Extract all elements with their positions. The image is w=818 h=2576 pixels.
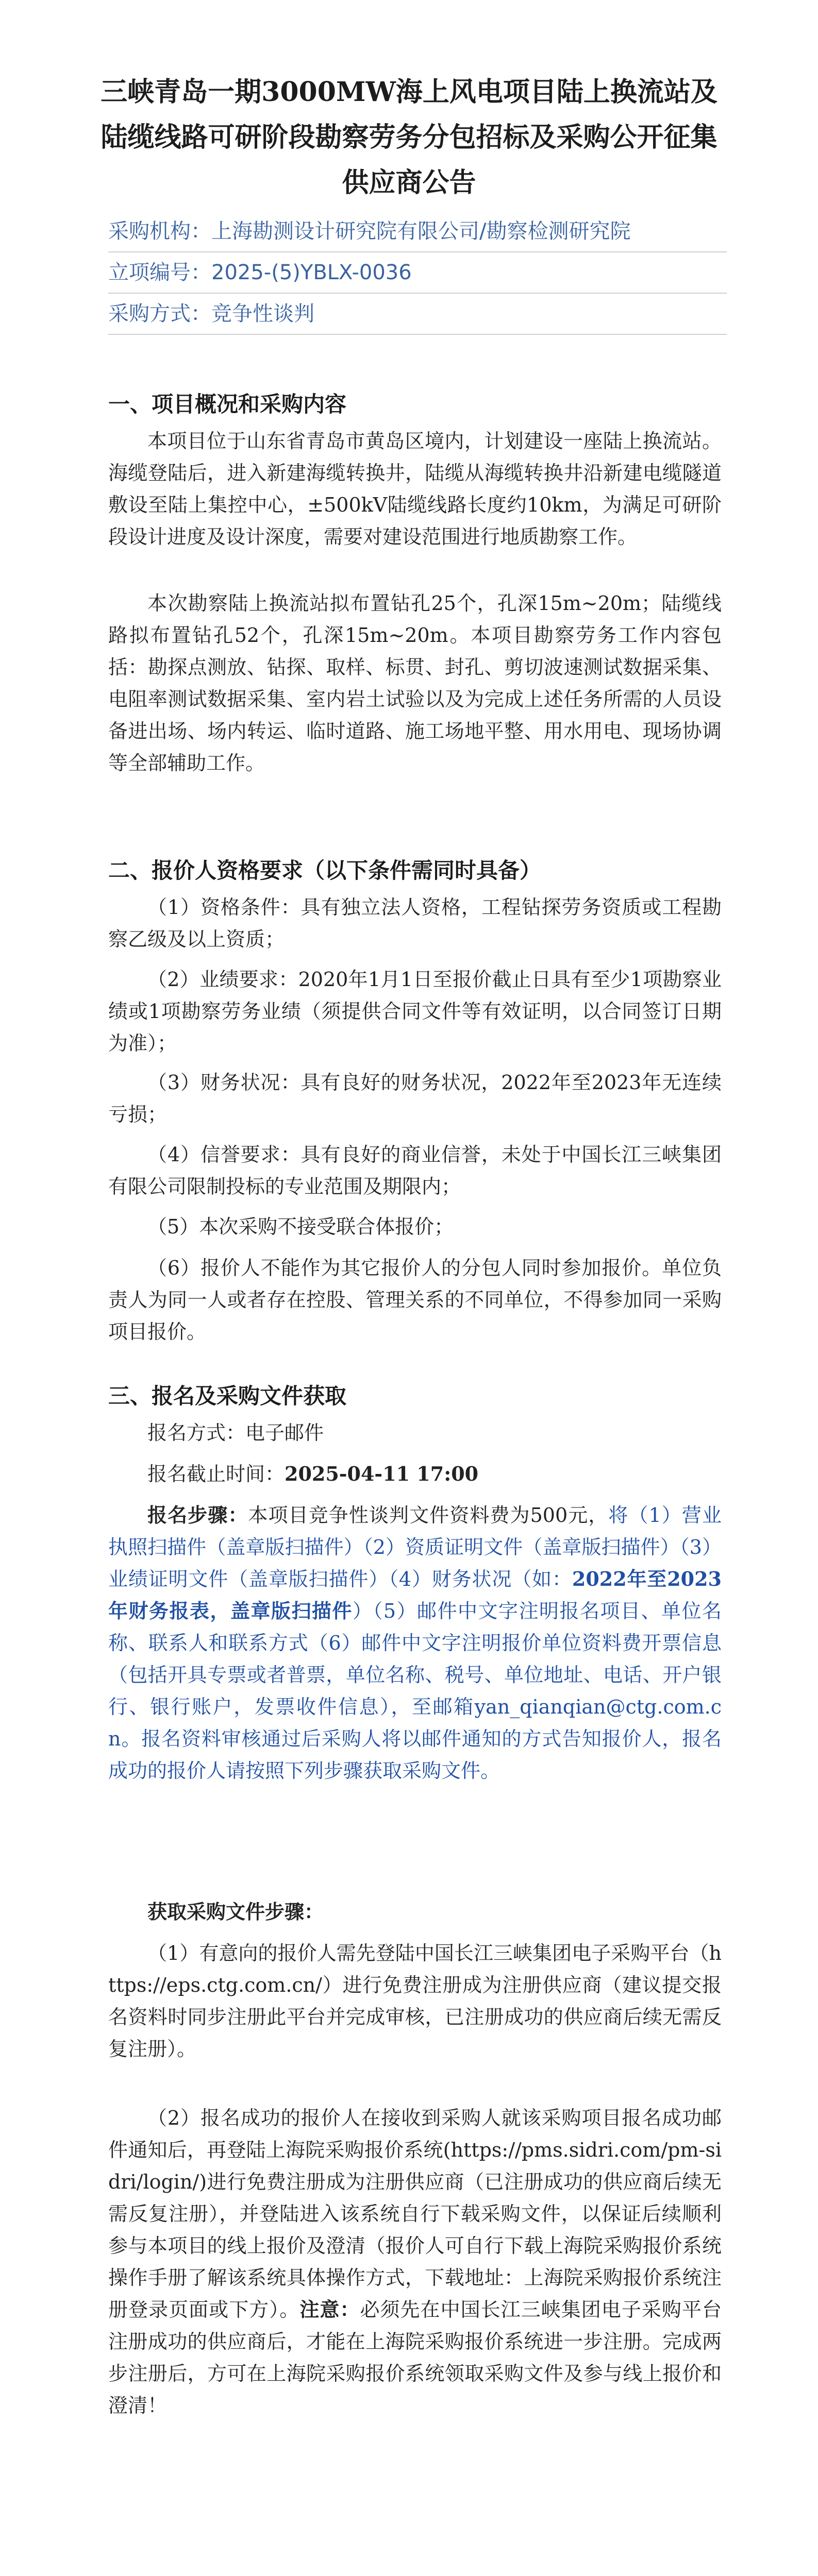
meta-agency <box>108 211 727 252</box>
section2-item3: （3）财务状况：具有良好的财务状况，2022年至2023年无连续亏损； <box>108 1071 722 1126</box>
meta-method-value: 竞争性谈判 <box>211 302 314 326</box>
section1-heading: 一、项目概况和采购内容 <box>108 392 347 417</box>
section2-item5: （5）本次采购不接受联合体报价； <box>147 1215 454 1238</box>
steps-blue-1: 将（1）营业执照扫描件（盖章版扫描件）（2）资质证明文件（盖章版扫描件）（3）业绩证明文件（盖章版扫描件）（4）财务状况（如： <box>108 1504 722 1590</box>
steps-bold-1: 2022年至2023年财务报表，盖章版扫描件 <box>108 1567 722 1622</box>
obtain-step-2-text: （2）报名成功的报价人在接收到采购人就该采购项目报名成功邮件通知后，再登陆上海院采购报价系统(https://pms.sidri.com/pm-sidri/login/)进行免费注册成为注册供应商（已注册成功的供应商后续无需反复注册），并登陆进入该系统自行下载采购文件，以保证后续顺利参与本项目的线上报价及澄清（报价人可自行下载上海院采购报价系统操作手册了解该系统具体操作方式，下载地址：上海院采购报价系统注册登录页面或下方）。 <box>108 2107 722 2321</box>
meta-project-no <box>108 252 727 294</box>
meta-project-no-label: 立项编号： <box>108 261 211 284</box>
meta-agency-label: 采购机构： <box>108 219 211 243</box>
title-line-3: 供应商公告 <box>342 167 476 198</box>
section2-item1: （1）资格条件：具有独立法人资格，工程钻探劳务资质或工程勘察乙级及以上资质； <box>108 896 722 951</box>
signup-deadline <box>108 1458 722 1490</box>
signup-method: 报名方式：电子邮件 <box>147 1421 324 1444</box>
steps-text-2: 报名资料审核通过后采购人将以邮件通知的方式告知报价人，报名成功的报价人请按照下列步骤获取采购文件。 <box>108 1727 722 1782</box>
section2-heading: 二、报价人资格要求（以下条件需同时具备） <box>108 858 542 883</box>
section2-item2: （2）业绩要求：2020年1月1日至报价截止日具有至少1项勘察业绩或1项勘察劳务业绩（须提供合同文件等有效证明，以合同签订日期为准）； <box>108 968 722 1055</box>
section1-para1: 本项目位于山东省青岛市黄岛区境内，计划建设一座陆上换流站。海缆登陆后，进入新建海缆转换井，陆缆从海缆转换井沿新建电缆隧道敷设至陆上集控中心，±500kV陆缆线路长度约10km，为满足可研阶段设计进度及设计深度，需要对建设范围进行地质勘察工作。 <box>108 430 722 548</box>
section2-item6: （6）报价人不能作为其它报价人的分包人同时参加报价。单位负责人为同一人或者存在控股、管理关系的不同单位，不得参加同一采购项目报价。 <box>108 1257 722 1343</box>
meta-method <box>108 294 727 335</box>
page-title <box>82 70 736 206</box>
section3-heading: 三、报名及采购文件获取 <box>108 1383 347 1409</box>
obtain-note-label: 注意： <box>299 2298 360 2321</box>
deadline-value: 2025-04-11 17:00 <box>285 1462 479 1485</box>
meta-project-no-value: 2025-(5)YBLX-0036 <box>211 261 412 284</box>
steps-blue-2: ）（5）邮件中文字注明报名项目、单位名称、联系人和联系方式（6）邮件中文字注明报价单位资料费开票信息（包括开具专票或者普票，单位名称、税号、单位地址、电话、开户银行、银行账户，发票收件信息），至邮箱yan_qianqian@ctg.com.cn。 <box>108 1600 722 1750</box>
section1-para2: 本次勘察陆上换流站拟布置钻孔25个，孔深15m~20m；陆缆线路拟布置钻孔52个，孔深15m~20m。本项目勘察劳务工作内容包括：勘探点测放、钻探、取样、标贯、封孔、剪切波速测试数据采集、电阻率测试数据采集、室内岩土试验以及为完成上述任务所需的人员设备进出场、场内转运、临时道路、施工场地平整、用水用电、现场协调等全部辅助工作。 <box>108 592 722 774</box>
signup-steps <box>108 1499 722 1787</box>
section2-item4: （4）信誉要求：具有良好的商业信誉，未处于中国长江三峡集团有限公司限制投标的专业范围及期限内； <box>108 1143 722 1198</box>
meta-agency-value: 上海勘测设计研究院有限公司/勘察检测研究院 <box>211 219 631 243</box>
obtain-label: 获取采购文件步骤： <box>147 1900 324 1923</box>
deadline-label: 报名截止时间： <box>147 1463 285 1485</box>
obtain-step-2 <box>108 2102 722 2421</box>
title-line-1: 三峡青岛一期3000MW海上风电项目陆上换流站及 <box>101 76 717 108</box>
meta-method-label: 采购方式： <box>108 302 211 326</box>
obtain-step-1: （1）有意向的报价人需先登陆中国长江三峡集团电子采购平台（https://eps.ctg.com.cn/）进行免费注册成为注册供应商（建议提交报名资料时同步注册此平台并完成审核，已注册成功的供应商后续无需反复注册）。 <box>108 1942 722 2060</box>
title-line-2: 陆缆线路可研阶段勘察劳务分包招标及采购公开征集 <box>101 122 717 153</box>
steps-label: 报名步骤： <box>147 1503 248 1527</box>
steps-text-1: 本项目竞争性谈判文件资料费为500元， <box>248 1504 609 1527</box>
obtain-note-text: 必须先在中国长江三峡集团电子采购平台注册成功的供应商后，才能在上海院采购报价系统进一步注册。完成两步注册后，方可在上海院采购报价系统领取采购文件及参与线上报价和澄清！ <box>108 2298 722 2417</box>
